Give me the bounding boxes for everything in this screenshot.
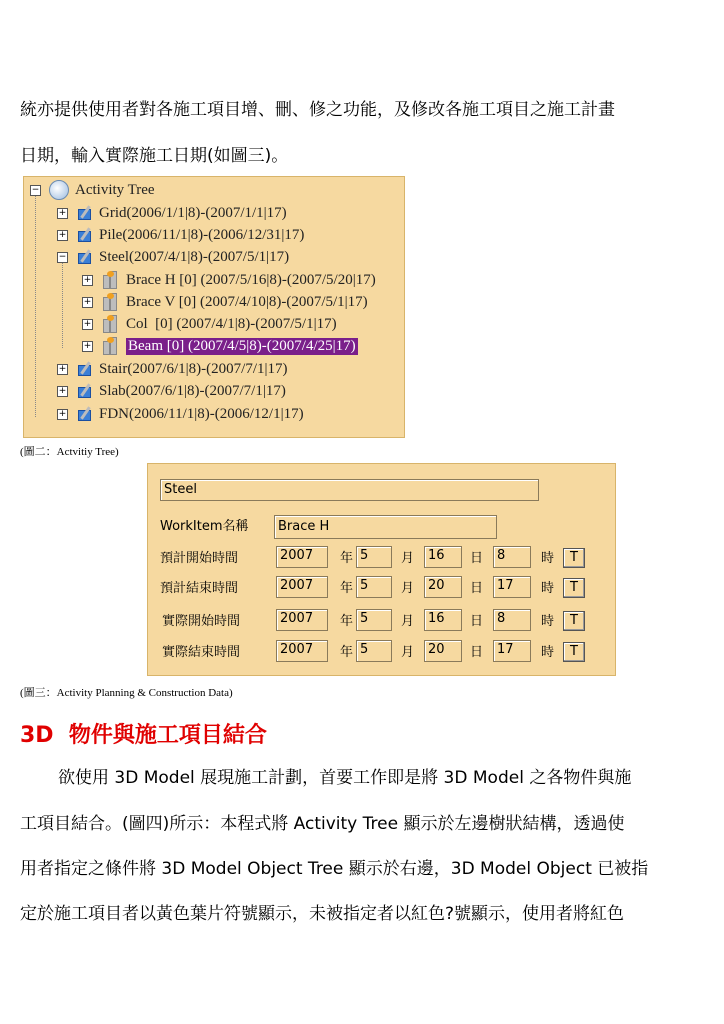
- expand-icon[interactable]: +: [58, 363, 67, 374]
- activity-group-icon: [76, 249, 94, 265]
- set-time-button[interactable]: T: [563, 642, 585, 662]
- month-unit: 月: [401, 551, 415, 566]
- month-field[interactable]: 5: [356, 609, 392, 631]
- month-unit: 月: [401, 614, 415, 629]
- year-field[interactable]: 2007: [276, 546, 328, 568]
- year-unit: 年: [340, 614, 354, 629]
- month-unit: 月: [401, 581, 415, 596]
- tree-node-label: Brace H [0] (2007/5/16|8)-(2007/5/20|17): [126, 271, 376, 288]
- activity-tree-panel: [23, 176, 405, 438]
- tree-node-label: Pile(2006/11/1|8)-(2006/12/31|17): [99, 226, 305, 243]
- hour-field[interactable]: 17: [493, 576, 531, 598]
- section-heading: 3D 物件與施工項目結合: [20, 723, 267, 748]
- expand-icon[interactable]: +: [83, 318, 92, 329]
- month-field[interactable]: 5: [356, 576, 392, 598]
- workitem-label: WorkItem名稱: [160, 519, 249, 534]
- hour-unit: 時: [541, 581, 555, 596]
- tree-node-slab[interactable]: [57, 381, 286, 401]
- day-field[interactable]: 16: [424, 609, 462, 631]
- year-unit: 年: [340, 551, 354, 566]
- collapse-icon[interactable]: −: [31, 184, 40, 195]
- tree-node-label: Slab(2007/6/1|8)-(2007/7/1|17): [99, 382, 286, 399]
- day-field[interactable]: 20: [424, 576, 462, 598]
- expand-icon[interactable]: +: [83, 340, 92, 351]
- activity-group-icon: [76, 205, 94, 221]
- expand-icon[interactable]: +: [58, 229, 67, 240]
- day-field[interactable]: 20: [424, 640, 462, 662]
- hour-unit: 時: [541, 551, 555, 566]
- year-unit: 年: [340, 645, 354, 660]
- day-field[interactable]: 16: [424, 546, 462, 568]
- hour-field[interactable]: 8: [493, 546, 531, 568]
- tree-node-brace-h[interactable]: [82, 270, 376, 290]
- tree-node-col[interactable]: [82, 314, 337, 334]
- year-unit: 年: [340, 581, 354, 596]
- tree-node-label: Brace V [0] (2007/4/10|8)-(2007/5/1|17): [126, 293, 368, 310]
- group-field[interactable]: Steel: [160, 479, 539, 501]
- year-field[interactable]: 2007: [276, 609, 328, 631]
- set-time-button[interactable]: T: [563, 611, 585, 631]
- day-unit: 日: [470, 645, 484, 660]
- work-item-icon: [101, 315, 121, 333]
- expand-icon[interactable]: +: [83, 274, 92, 285]
- expand-icon[interactable]: +: [58, 408, 67, 419]
- hour-unit: 時: [541, 645, 555, 660]
- work-item-icon: [101, 337, 121, 355]
- month-field[interactable]: 5: [356, 640, 392, 662]
- tree-node-label: FDN(2006/11/1|8)-(2006/12/1|17): [99, 405, 304, 422]
- activity-group-icon: [76, 406, 94, 422]
- tree-node-label: Steel(2007/4/1|8)-(2007/5/1|17): [99, 248, 290, 265]
- month-unit: 月: [401, 645, 415, 660]
- tree-node-steel[interactable]: [57, 247, 289, 267]
- workitem-field[interactable]: Brace H: [274, 515, 497, 539]
- date-row-label: 實際開始時間: [162, 614, 241, 629]
- paragraph-line: 用者指定之條件將 3D Model Object Tree 顯示於右邊，3D Model Object 已被指: [20, 859, 649, 879]
- activity-form-panel: [147, 463, 616, 676]
- collapse-icon[interactable]: −: [58, 251, 67, 262]
- year-field[interactable]: 2007: [276, 576, 328, 598]
- tree-node-beam[interactable]: [82, 336, 358, 356]
- year-field[interactable]: 2007: [276, 640, 328, 662]
- day-unit: 日: [470, 551, 484, 566]
- activity-group-icon: [76, 383, 94, 399]
- tree-node-label: Col [0] (2007/4/1|8)-(2007/5/1|17): [126, 315, 337, 332]
- date-row-label: 預計開始時間: [160, 551, 239, 566]
- tree-node-pile[interactable]: [57, 225, 304, 245]
- paragraph-line: 欲使用 3D Model 展現施工計劃，首要工作即是將 3D Model 之各物件與施: [58, 768, 632, 788]
- paragraph-line: 統亦提供使用者對各施工項目增、刪、修之功能，及修改各施工項目之施工計畫: [20, 100, 615, 120]
- date-row-label: 預計結束時間: [160, 581, 239, 596]
- hour-field[interactable]: 17: [493, 640, 531, 662]
- work-item-icon: [101, 271, 121, 289]
- hour-field[interactable]: 8: [493, 609, 531, 631]
- paragraph-line: 工項目結合。(圖四)所示：本程式將 Activity Tree 顯示於左邊樹狀結構，透過使: [20, 814, 625, 834]
- expand-icon[interactable]: +: [58, 207, 67, 218]
- tree-node-grid[interactable]: [57, 203, 287, 223]
- month-field[interactable]: 5: [356, 546, 392, 568]
- figure-caption: (圖三：Activity Planning & Construction Data): [20, 687, 233, 699]
- tree-node-stair[interactable]: [57, 359, 287, 379]
- set-time-button[interactable]: T: [563, 578, 585, 598]
- activity-group-icon: [76, 227, 94, 243]
- paragraph-line: 日期，輸入實際施工日期(如圖三)。: [20, 146, 289, 166]
- expand-icon[interactable]: +: [58, 385, 67, 396]
- tree-node-label: Grid(2006/1/1|8)-(2007/1/1|17): [99, 204, 287, 221]
- tree-root-label: Activity Tree: [75, 181, 155, 198]
- tree-root[interactable]: [30, 180, 155, 200]
- tree-node-fdn[interactable]: [57, 404, 304, 424]
- set-time-button[interactable]: T: [563, 548, 585, 568]
- clock-icon: [49, 180, 69, 200]
- work-item-icon: [101, 293, 121, 311]
- date-row-label: 實際結束時間: [162, 645, 241, 660]
- day-unit: 日: [470, 581, 484, 596]
- day-unit: 日: [470, 614, 484, 629]
- tree-node-label: Stair(2007/6/1|8)-(2007/7/1|17): [99, 360, 288, 377]
- expand-icon[interactable]: +: [83, 296, 92, 307]
- paragraph-line: 定於施工項目者以黃色葉片符號顯示，未被指定者以紅色?號顯示，使用者將紅色: [20, 904, 625, 924]
- figure-caption: (圖二：Actvitiy Tree): [20, 446, 119, 458]
- hour-unit: 時: [541, 614, 555, 629]
- tree-node-brace-v[interactable]: [82, 292, 368, 312]
- tree-node-label-selected: Beam [0] (2007/4/5|8)-(2007/4/25|17): [128, 337, 356, 354]
- activity-group-icon: [76, 361, 94, 377]
